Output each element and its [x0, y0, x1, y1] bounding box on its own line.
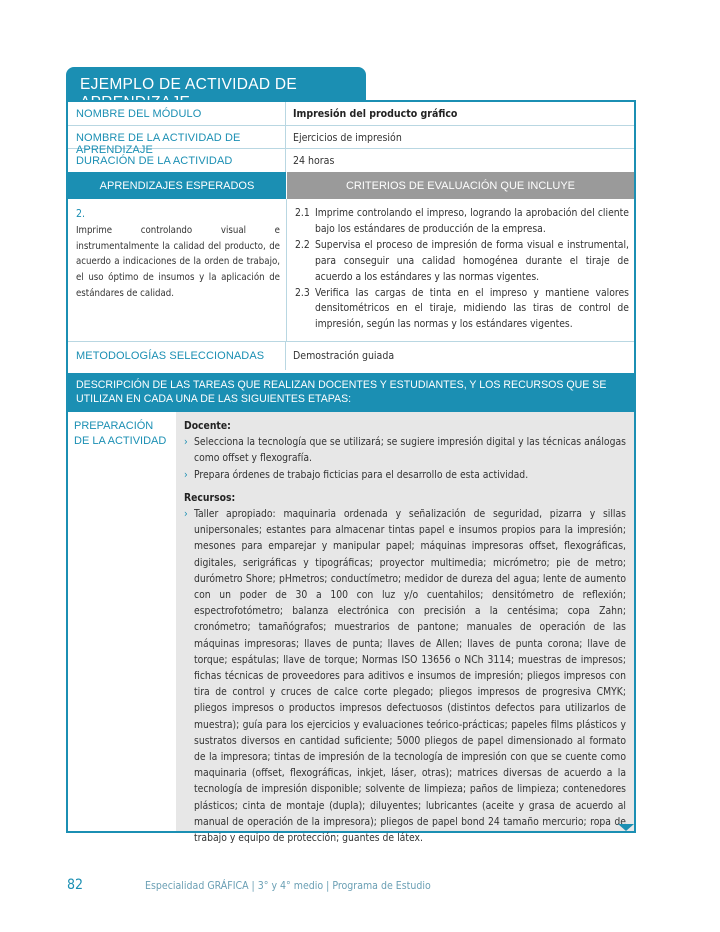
docente-item: Prepara órdenes de trabajo ficticias para el desarrollo de esta actividad. — [194, 468, 529, 481]
criteria-list — [295, 206, 629, 333]
criterion-number: 2.2 — [295, 238, 310, 251]
module-label: NOMBRE DEL MÓDULO — [68, 102, 286, 125]
column-headers — [68, 172, 634, 199]
recursos-title: Recursos: — [184, 491, 236, 504]
criterion-number: 2.1 — [295, 207, 310, 219]
learning-criteria-row — [68, 199, 634, 342]
docente-item: Selecciona la tecnología que se utilizará; se sugiere impresión digital y las técnicas análogas como offset y flexografía. — [194, 436, 626, 465]
list-item — [184, 506, 626, 846]
duration-row — [68, 149, 634, 172]
docente-title: Docente: — [184, 420, 231, 432]
activity-label: NOMBRE DE LA ACTIVIDAD DE APRENDIZAJE — [68, 126, 286, 148]
activity-value: Ejercicios de impresión — [293, 132, 402, 144]
module-row — [68, 102, 634, 126]
duration-label: DURACIÓN DE LA ACTIVIDAD — [68, 149, 286, 172]
activity-table — [66, 100, 636, 845]
preparation-content — [176, 412, 634, 845]
methodology-label: METODOLOGÍAS SELECCIONADAS — [68, 342, 286, 370]
duration-value: 24 horas — [293, 155, 335, 167]
criterion-item — [295, 206, 629, 238]
footer-text: Especialidad GRÁFICA | 3° y 4° medio | Programa de Estudio — [145, 880, 431, 892]
learning-outcome — [76, 207, 280, 302]
criterion-item — [295, 238, 629, 286]
criterion-text: Imprime controlando el impreso, logrando la aprobación del cliente bajo los estándares de producción de la empresa. — [315, 207, 629, 235]
bullet-icon: › — [184, 468, 188, 481]
preparation-label: PREPARACIÓN DE LA ACTIVIDAD — [74, 420, 167, 447]
module-value: Impresión del producto gráfico — [293, 108, 458, 120]
bullet-icon: › — [184, 508, 188, 521]
criterion-item — [295, 286, 629, 334]
list-item — [184, 434, 626, 466]
activity-example-title: EJEMPLO DE ACTIVIDAD DE APRENDIZAJE — [66, 67, 366, 101]
list-item — [184, 467, 626, 483]
criterion-text: Supervisa el proceso de impresión de forma visual e instrumental, para conseguir una calidad homogénea durante el tiraje de acuerdo a los estándares y las normas vigentes. — [315, 238, 629, 283]
learning-text: Imprime controlando visual e instrumentalmente la calidad del producto, de acuerdo a indicaciones de la orden de trabajo, el uso óptimo de insumos y la aplicación de estándares de calidad. — [76, 224, 280, 299]
learning-number: 2. — [76, 208, 86, 220]
page-number: 82 — [67, 877, 84, 893]
recursos-item: Taller apropiado: maquinaria ordenada y señalización de seguridad, pizarra y sillas unipersonales; estantes para almacenar tintas papel e insumos propios para la impresión; mesones para emparejar y manipular papel; máquinas impresoras offset, flexográficas, digitales, serigráficas y tipográficas; proyector multimedia; micrómetro; pie de metro; durómetro Shore; pHmetros; conductímetro; medidor de dureza del agua; lente de aumento con un poder de 30 a 100 con luz y/o cuentahilos; densitómetro de reflexión; espectrofotómetro; balanza electrónica con precisión a la centésima; copa Zahn; cronómetro; tamañógrafos; muestrarios de pantone; manuales de operación de las máquinas impresoras; llaves de punta; llaves de Allen; llaves de punta corona; llave de torque; espátulas; llave de torque; Normas ISO 13656 o NCh 3114; muestras de impresos; fichas técnicas de proveedores para aditivos e insumos de impresión; pliegos impresos con tira de control y cruces de calce corte plegado; pliegos impresos de progresiva CMYK; pliegos impresos o productos impresos defectuosos (distintos defectos para utilizarlos de muestra); guía para los ejercicios y evaluaciones teórico-prácticas; papeles films plásticos y sustratos diversos en cantidad suficiente; 5000 pliegos de papel dimensionado al formato de la impresora; tintas de impresión de la tecnología de impresión con que se cuente como maquinaria (offset, flexográficas, inkjet, láser, otras); matrices diversas de acuerdo a la tecnología de impresión disponible; solvente de limpieza; paños de limpieza; contenedores plásticos; cinta de montaje (dupla); diluyentes; lubricantes (aceite y grasa de acuerdo al manual de operación de la impresora); pliegos de papel bond 24 tamaño mercurio; ropa de trabajo y equipo de protección; guantes de látex. — [194, 508, 626, 845]
learning-header: APRENDIZAJES ESPERADOS — [68, 172, 286, 199]
criterion-number: 2.3 — [295, 286, 310, 299]
criterion-text: Verifica las cargas de tinta en el impreso y mantiene valores densitométricos en el tiraje, midiendo las tiras de control de impresión, según las normas y los estándares vigentes. — [315, 286, 629, 331]
description-header: DESCRIPCIÓN DE LAS TAREAS QUE REALIZAN DOCENTES Y ESTUDIANTES, Y LOS RECURSOS QUE SE UTILIZAN EN CADA UNA DE LAS SIGUIENTES ETAPAS: — [68, 373, 634, 412]
activity-row — [68, 126, 634, 156]
continue-arrow-icon — [618, 824, 634, 831]
methodology-value: Demostración guiada — [293, 350, 395, 362]
criteria-header: CRITERIOS DE EVALUACIÓN QUE INCLUYE — [287, 172, 634, 199]
methodology-row — [68, 342, 634, 370]
bullet-icon: › — [184, 436, 188, 449]
